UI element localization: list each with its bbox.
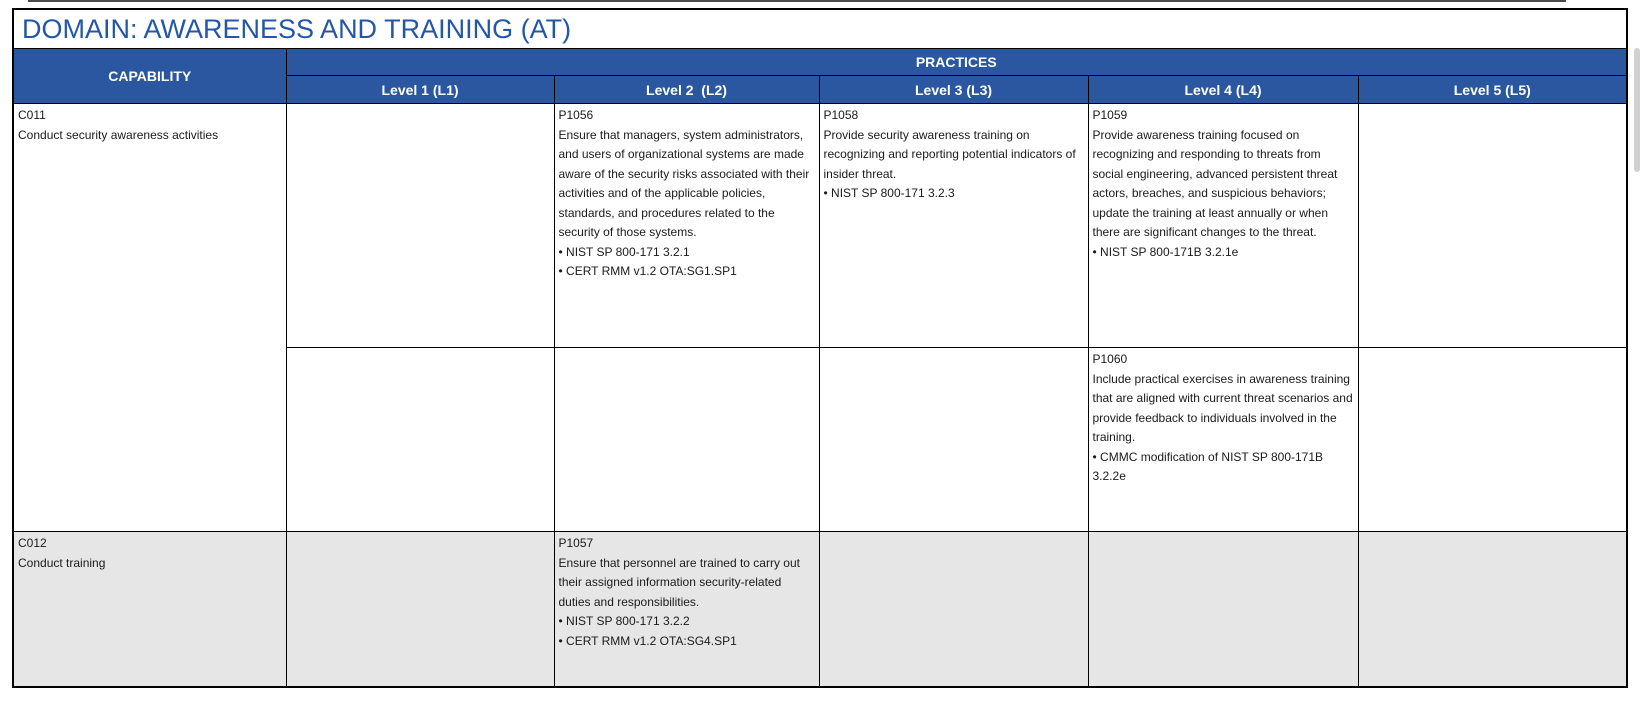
cell-c011b-l2-empty bbox=[554, 348, 819, 532]
capability-id: C012 bbox=[18, 536, 47, 550]
cell-c012-l1-empty bbox=[286, 532, 554, 687]
level-1-header: Level 1 (L1) bbox=[286, 76, 554, 104]
practice-id: P1056 bbox=[558, 108, 594, 122]
title-row bbox=[13, 9, 1627, 49]
practice-cell-p1059 bbox=[1088, 104, 1358, 348]
practice-id: P1059 bbox=[1092, 108, 1128, 122]
cell-c011-l5-empty bbox=[1358, 104, 1627, 348]
level-3-header: Level 3 (L3) bbox=[819, 76, 1088, 104]
practice-reference: • CMMC modification of NIST SP 800-171B 3.2.2e bbox=[1092, 449, 1324, 483]
practice-reference: • CERT RMM v1.2 OTA:SG4.SP1 bbox=[558, 633, 737, 648]
practice-cell-p1056 bbox=[554, 104, 819, 348]
practice-reference: • CERT RMM v1.2 OTA:SG1.SP1 bbox=[558, 264, 737, 278]
table-row-c011-1 bbox=[13, 104, 1627, 348]
practice-cell-p1057 bbox=[554, 532, 819, 687]
cell-c011b-l5-empty bbox=[1358, 348, 1627, 532]
practice-description: Include practical exercises in awareness training that are aligned with current threat scenarios and provide feedback to individuals involved in the training. bbox=[1092, 371, 1353, 444]
practice-id: P1060 bbox=[1092, 352, 1128, 366]
level-4-header: Level 4 (L4) bbox=[1088, 76, 1358, 104]
practice-reference: • NIST SP 800-171 3.2.3 bbox=[823, 186, 955, 200]
cell-c011b-l1-empty bbox=[286, 348, 554, 532]
window-edge-line bbox=[28, 0, 1566, 2]
practice-description: Ensure that personnel are trained to carry out their assigned information security-related duties and responsibilities. bbox=[558, 555, 800, 609]
page-title: DOMAIN: AWARENESS AND TRAINING (AT) bbox=[22, 13, 572, 44]
at-domain-matrix-table bbox=[12, 8, 1628, 688]
practices-header-row bbox=[13, 49, 1627, 76]
table-row-c012 bbox=[13, 532, 1627, 687]
capability-label: Conduct security awareness activities bbox=[18, 127, 219, 142]
cell-c011-l1-empty bbox=[286, 104, 554, 348]
practice-description: Ensure that managers, system administrators, and users of organizational systems are made aware of the security risks associated with their activities and of the applicable policies, standards, and procedures related to the security of those systems. bbox=[558, 127, 810, 239]
domain-title-cell bbox=[13, 9, 1627, 49]
cell-c011b-l3-empty bbox=[819, 348, 1088, 532]
cell-c012-l4-empty bbox=[1088, 532, 1358, 687]
capability-cell-c012 bbox=[13, 532, 286, 687]
practice-description: Provide awareness training focused on recognizing and responding to threats from social engineering, advanced persistent threat actors, breaches, and suspicious behaviors; update the training at least annually or when there are significant changes to the threat. bbox=[1092, 127, 1338, 239]
practice-cell-p1060 bbox=[1088, 348, 1358, 532]
capability-label: Conduct training bbox=[18, 555, 106, 570]
practice-id: P1058 bbox=[823, 108, 859, 122]
level-2-header: Level 2 (L2) bbox=[554, 76, 819, 104]
capability-cell-c011 bbox=[13, 104, 286, 532]
capability-column-header: CAPABILITY bbox=[13, 49, 286, 104]
practice-reference: • NIST SP 800-171B 3.2.1e bbox=[1092, 244, 1239, 259]
practice-reference: • NIST SP 800-171 3.2.2 bbox=[558, 614, 690, 628]
practice-reference: • NIST SP 800-171 3.2.1 bbox=[558, 244, 690, 259]
level-5-header: Level 5 (L5) bbox=[1358, 76, 1627, 104]
cell-c012-l3-empty bbox=[819, 532, 1088, 687]
scrollbar-thumb[interactable] bbox=[1634, 48, 1640, 172]
practices-header: PRACTICES bbox=[286, 49, 1627, 76]
practice-cell-p1058 bbox=[819, 104, 1088, 348]
cell-c012-l5-empty bbox=[1358, 532, 1627, 687]
practice-description: Provide security awareness training on recognizing and reporting potential indicators of insider threat. bbox=[823, 127, 1076, 181]
capability-id: C011 bbox=[18, 108, 46, 122]
practice-id: P1057 bbox=[558, 536, 594, 550]
